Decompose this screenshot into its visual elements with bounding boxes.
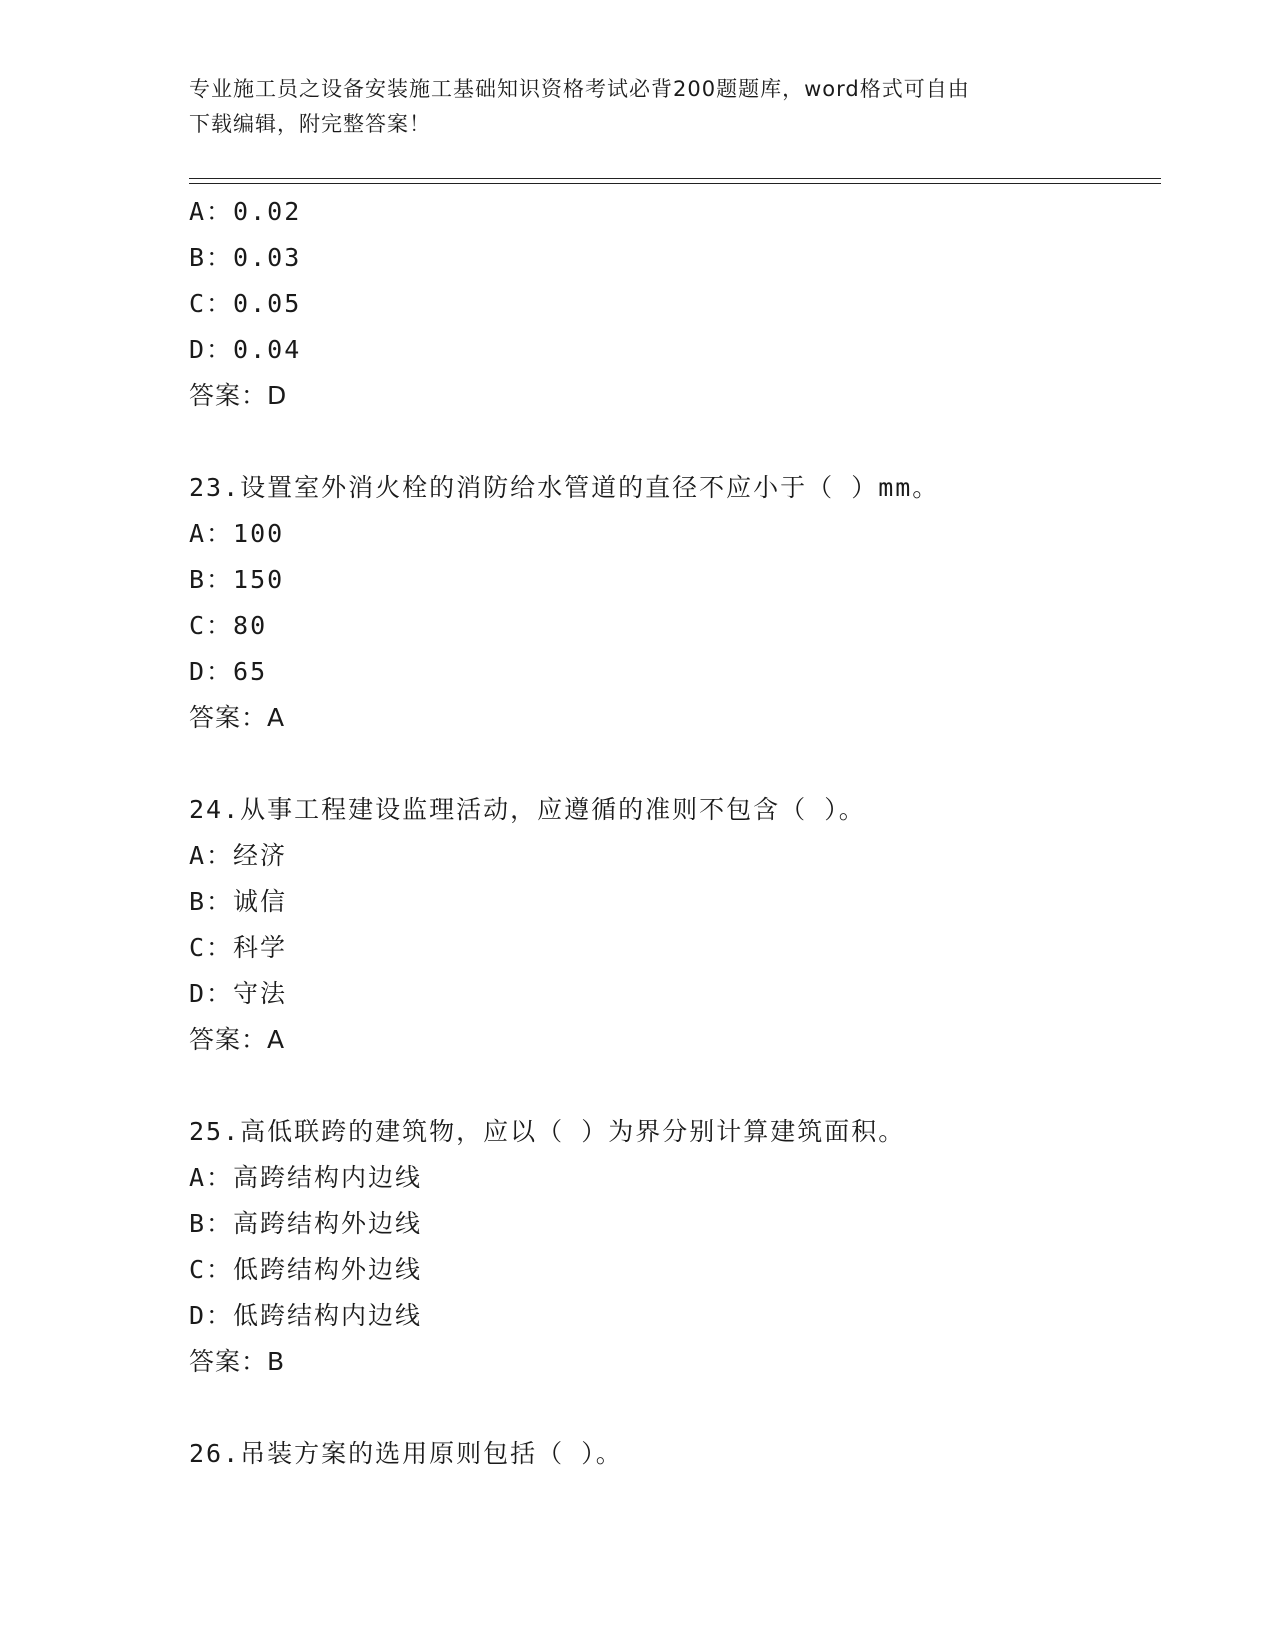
option-c: C：0.05 (189, 289, 302, 318)
question-stem: 24.从事工程建设监理活动，应遵循的准则不包含（ ）。 (189, 795, 866, 824)
option-d: D：0.04 (189, 335, 302, 364)
question-stem: 26.吊装方案的选用原则包括（ ）。 (189, 1439, 623, 1468)
option-c: C：科学 (189, 933, 288, 962)
option-a: A：0.02 (189, 197, 302, 226)
answer: 答案：D (189, 381, 288, 410)
question-23 (189, 465, 1161, 741)
header-line-2: 下载编辑，附完整答案！ (189, 112, 431, 136)
option-b: B：诚信 (189, 887, 288, 916)
option-d: D：低跨结构内边线 (189, 1301, 423, 1330)
option-d: D：65 (189, 657, 268, 686)
option-a: A：经济 (189, 841, 288, 870)
option-b: B：150 (189, 565, 285, 594)
header-rule-bottom (189, 183, 1161, 184)
answer: 答案：B (189, 1347, 286, 1376)
question-25 (189, 1109, 1161, 1385)
answer: 答案：A (189, 1025, 286, 1054)
question-stem: 23.设置室外消火栓的消防给水管道的直径不应小于（ ）mm。 (189, 473, 940, 502)
question-stem: 25.高低联跨的建筑物，应以（ ）为界分别计算建筑面积。 (189, 1117, 906, 1146)
document-header (189, 72, 1089, 142)
option-c: C：80 (189, 611, 268, 640)
header-rule-top (189, 178, 1161, 179)
question-continued (189, 189, 1161, 419)
option-c: C：低跨结构外边线 (189, 1255, 423, 1284)
answer: 答案：A (189, 703, 286, 732)
question-24 (189, 787, 1161, 1063)
question-list (189, 189, 1161, 1477)
option-d: D：守法 (189, 979, 288, 1008)
header-line-1: 专业施工员之设备安装施工基础知识资格考试必背200题题库，word格式可自由 (189, 77, 970, 101)
option-a: A：高跨结构内边线 (189, 1163, 423, 1192)
option-a: A：100 (189, 519, 285, 548)
option-b: B：高跨结构外边线 (189, 1209, 423, 1238)
option-b: B：0.03 (189, 243, 302, 272)
question-26 (189, 1431, 1161, 1477)
